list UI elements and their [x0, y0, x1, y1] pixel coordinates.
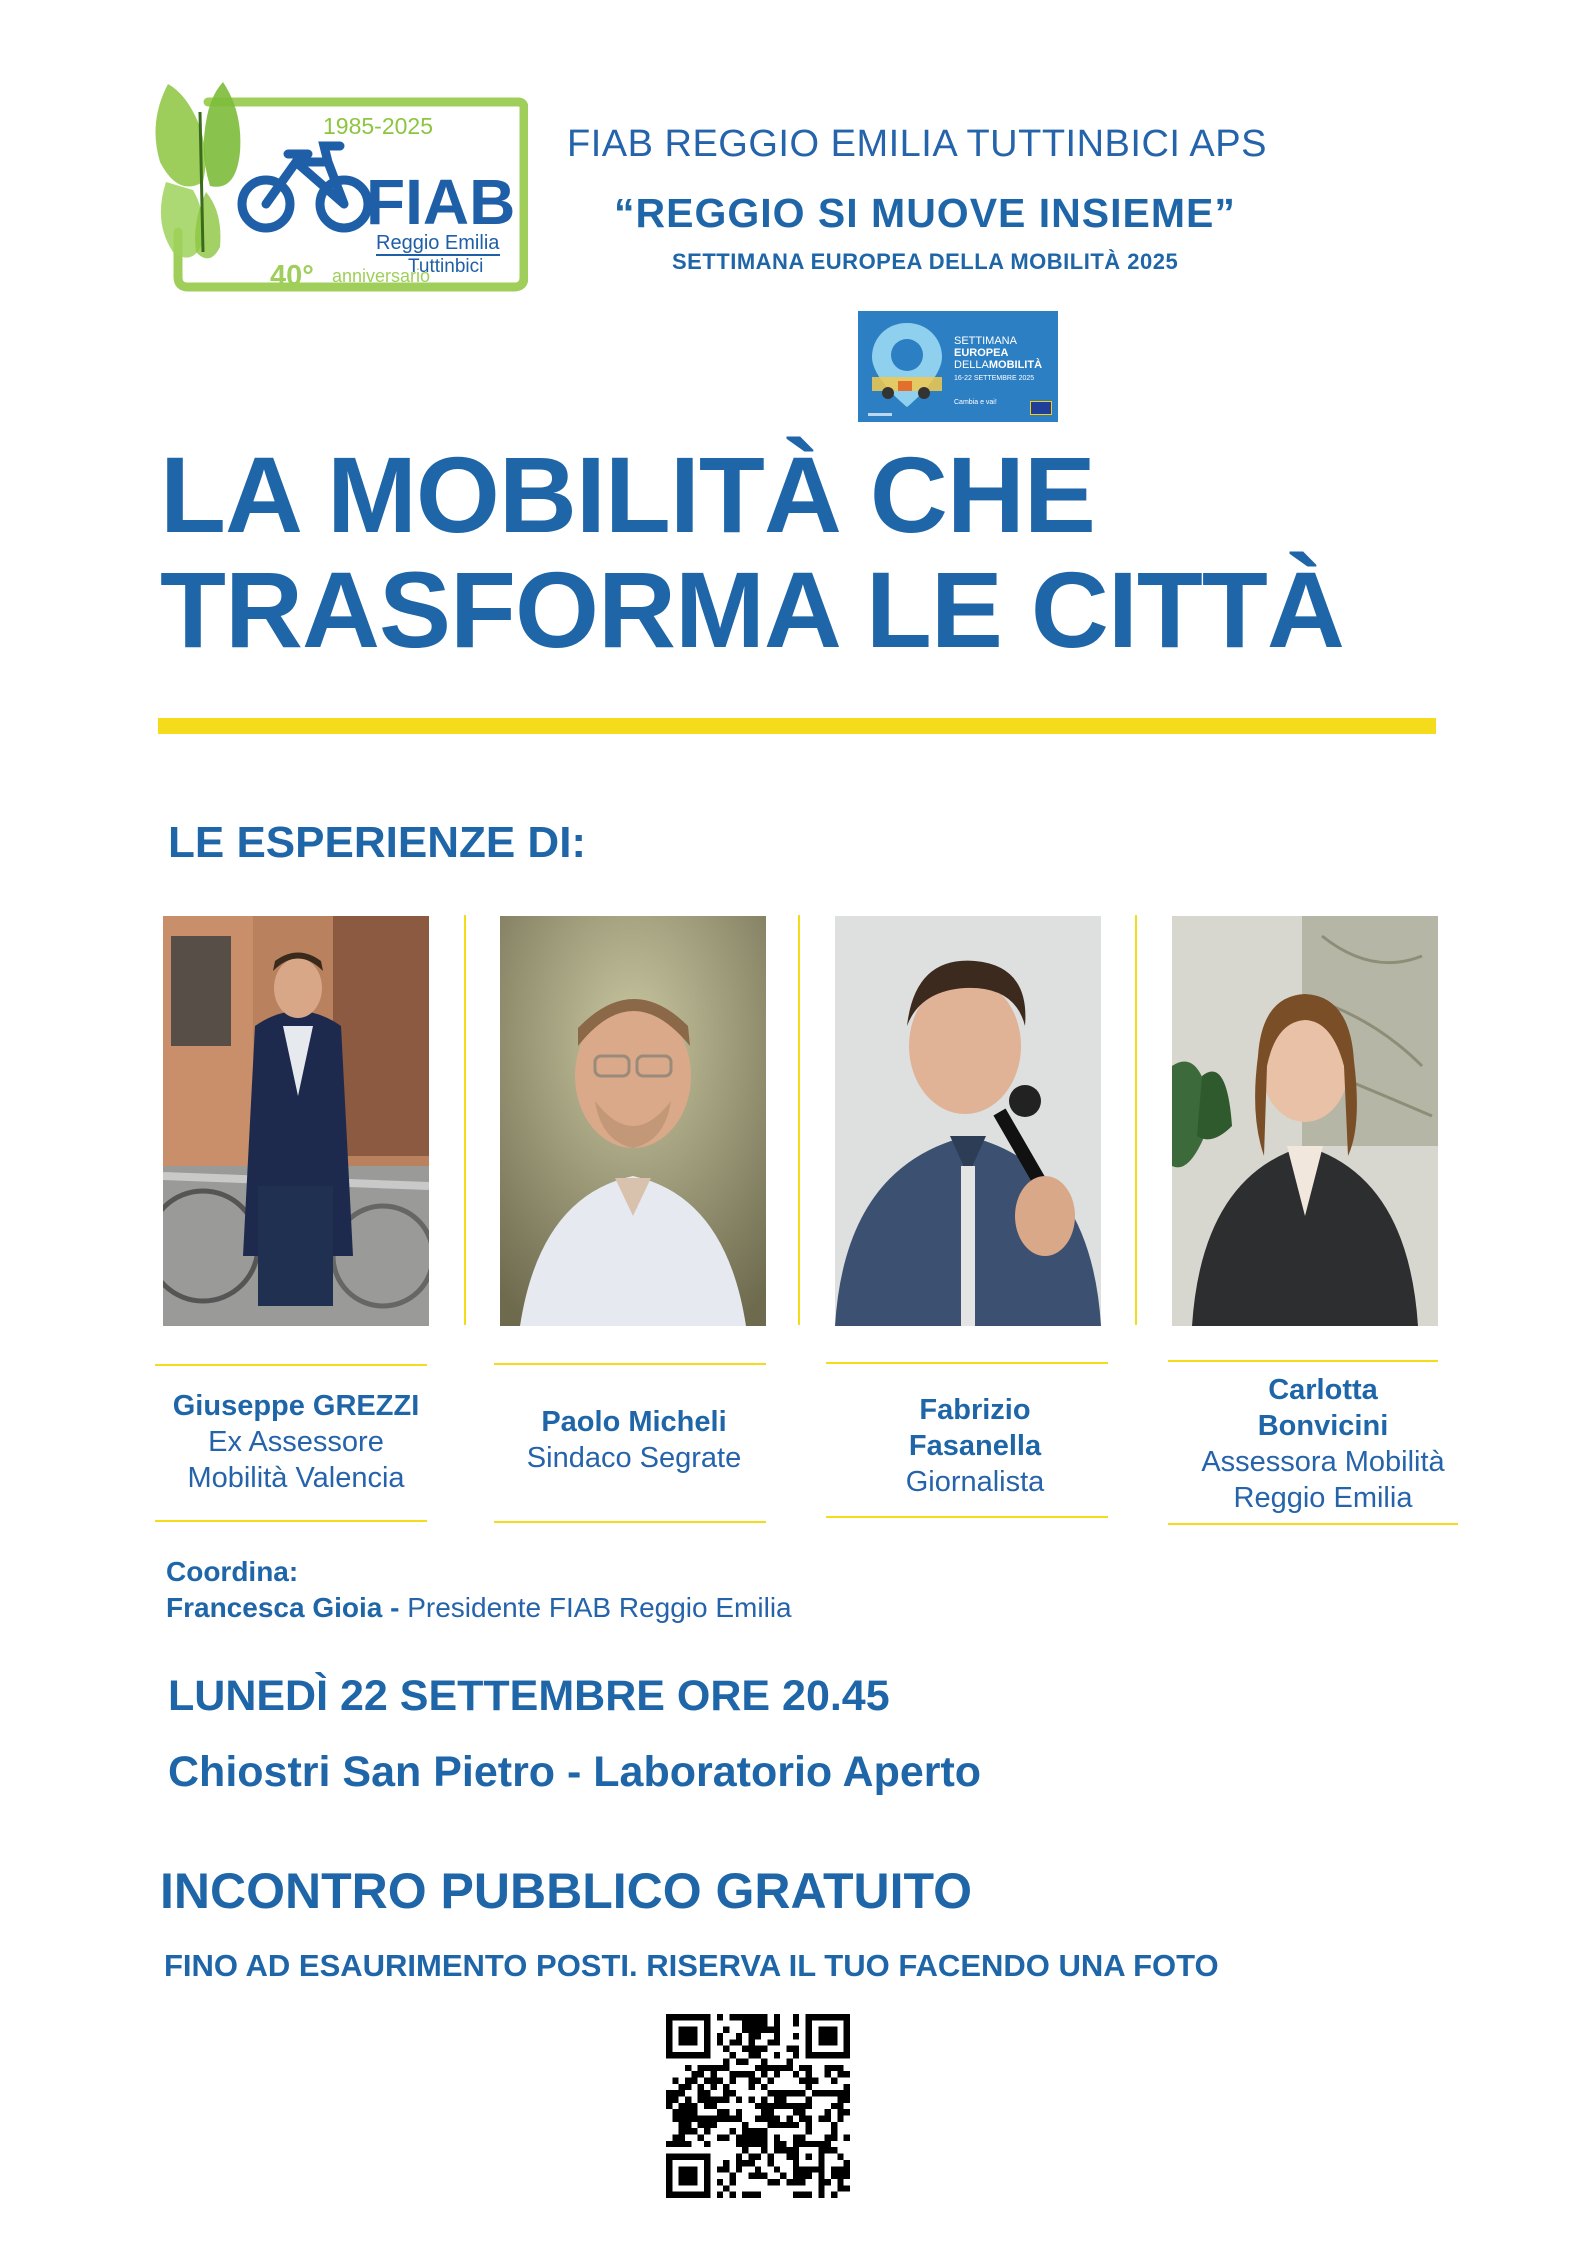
coordinator-name: Francesca Gioia - — [166, 1592, 400, 1623]
svg-text:Reggio Emilia: Reggio Emilia — [376, 232, 500, 254]
bicycle-icon — [242, 146, 368, 228]
photo-separator — [1135, 915, 1137, 1325]
title-divider — [158, 718, 1436, 734]
caption-rule — [1168, 1523, 1458, 1525]
booking-qr-code[interactable] — [666, 2014, 850, 2198]
speaker-photo-micheli — [500, 916, 766, 1326]
european-mobility-week-badge — [858, 311, 1058, 422]
caption-rule — [494, 1521, 766, 1523]
photo-separator — [464, 915, 466, 1325]
caption-rule — [826, 1362, 1108, 1364]
coordinator-role: Presidente FIAB Reggio Emilia — [407, 1592, 792, 1623]
badge-slogan: Cambia e vai! — [954, 399, 997, 406]
eu-flag-icon — [1030, 401, 1052, 415]
badge-dates: 16-22 SETTEMBRE 2025 — [954, 375, 1035, 382]
event-access: INCONTRO PUBBLICO GRATUITO — [160, 1863, 973, 1919]
qr-code-icon — [666, 2014, 850, 2198]
coordinator-line — [166, 1592, 792, 1624]
organization-name: FIAB REGGIO EMILIA TUTTINBICI APS — [567, 123, 1267, 165]
svg-text:Tuttinbici: Tuttinbici — [408, 256, 484, 277]
speaker-caption-micheli: Paolo Micheli Sindaco Segrate — [526, 1406, 742, 1474]
caption-rule — [826, 1516, 1108, 1518]
svg-text:anniversario: anniversario — [332, 266, 431, 286]
event-location: Chiostri San Pietro - Laboratorio Aperto — [168, 1748, 982, 1796]
speaker-photo-fasanella — [835, 916, 1101, 1326]
event-datetime: LUNEDÌ 22 SETTEMBRE ORE 20.45 — [168, 1672, 890, 1720]
svg-text:40°: 40° — [270, 260, 314, 292]
event-tagline: “REGGIO SI MUOVE INSIEME” — [614, 190, 1236, 236]
butterfly-icon — [156, 82, 241, 258]
caption-rule — [1168, 1360, 1438, 1362]
badge-text: SETTIMANA EUROPEA DELLAMOBILITÀ — [954, 335, 1043, 371]
caption-rule — [494, 1363, 766, 1365]
speaker-photo-bonvicini — [1172, 916, 1438, 1326]
speakers-heading: LE ESPERIENZE DI: — [168, 818, 587, 867]
photo-separator — [798, 915, 800, 1325]
svg-text:1985-2025: 1985-2025 — [323, 113, 433, 139]
speaker-photo-grezzi — [163, 916, 429, 1326]
badge-footnote-mark — [868, 413, 892, 416]
svg-text:FIAB: FIAB — [366, 166, 516, 238]
location-pin-icon — [868, 319, 946, 411]
fiab-logo — [148, 82, 528, 297]
caption-rule — [155, 1520, 427, 1522]
speaker-caption-bonvicini: Carlotta Bonvicini Assessora Mobilità Reggio Emilia — [1201, 1374, 1445, 1514]
speaker-caption-grezzi: Giuseppe GREZZI Ex Assessore Mobilità Valencia — [172, 1390, 420, 1494]
mobility-week-label: SETTIMANA EUROPEA DELLA MOBILITÀ 2025 — [672, 249, 1179, 274]
coordinator-label: Coordina: — [166, 1556, 299, 1587]
caption-rule — [155, 1364, 427, 1366]
booking-note: FINO AD ESAURIMENTO POSTI. RISERVA IL TUO FACENDO UNA FOTO — [164, 1948, 1219, 1983]
speaker-caption-fasanella: Fabrizio Fasanella Giornalista — [905, 1394, 1045, 1498]
main-title: LA MOBILITÀ CHE TRASFORMA LE CITTÀ — [160, 434, 1344, 670]
